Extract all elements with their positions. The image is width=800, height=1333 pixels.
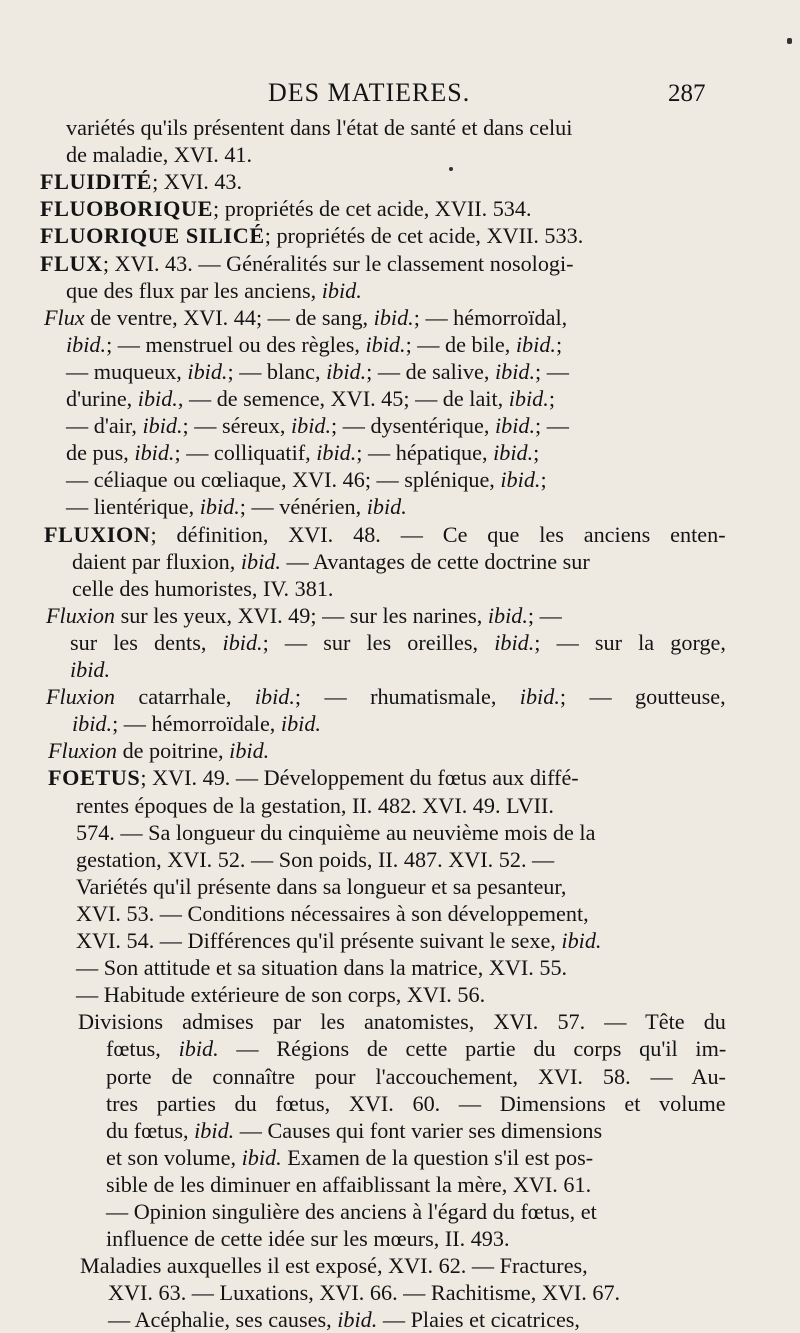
- index-line: [40, 168, 242, 195]
- index-line: [66, 466, 547, 493]
- ink-speck: [449, 167, 453, 171]
- entry-text: — d'air,: [66, 413, 143, 439]
- entry-heading: FLUIDITÉ: [40, 169, 153, 195]
- entry-text: XVI. 63. — Luxations, XVI. 66. — Rachitisme, XVI. 67.: [108, 1280, 621, 1306]
- running-header: [0, 78, 800, 112]
- entry-text: sur les yeux, XVI. 49; — sur les narines,: [115, 602, 488, 628]
- entry-text: ;: [555, 331, 563, 357]
- italic-term: ibid.: [365, 331, 406, 357]
- italic-term: ibid.: [229, 738, 270, 764]
- italic-term: ibid.: [137, 386, 178, 411]
- entry-text: ; — dysentérique,: [331, 413, 495, 439]
- entry-text: ; propriétés de cet acide, XVII. 533.: [264, 223, 584, 249]
- italic-term: ibid.: [373, 304, 414, 330]
- index-line: [80, 1252, 588, 1279]
- entry-text: — muqueux,: [66, 358, 188, 384]
- index-line: [70, 629, 726, 656]
- entry-text: tres parties du fœtus, XVI. 60. — Dimensions et volume: [106, 1090, 726, 1116]
- entry-text: ; — rhumatismale,: [294, 684, 520, 710]
- index-line: [106, 1063, 726, 1090]
- index-line: [44, 521, 726, 548]
- entry-text: ; — vénérien,: [239, 494, 367, 520]
- entry-text: — céliaque ou cœliaque, XVI. 46; — splénique,: [66, 467, 501, 493]
- index-line: [108, 1306, 580, 1333]
- index-line: [76, 981, 485, 1008]
- entry-text: ; — hépatique,: [356, 440, 494, 466]
- entry-text: ;: [548, 386, 555, 411]
- index-line: [106, 1090, 726, 1117]
- entry-text: sur les dents,: [70, 629, 223, 655]
- entry-text: daient par fluxion,: [72, 548, 241, 574]
- entry-text: XVI. 53. — Conditions nécessaires à son développement,: [76, 900, 589, 926]
- entry-text: et son volume,: [106, 1144, 242, 1170]
- entry-text: fœtus,: [106, 1036, 179, 1062]
- italic-term: ibid.: [199, 494, 240, 520]
- italic-term: ibid.: [241, 1144, 282, 1170]
- italic-term: Flux: [44, 304, 85, 330]
- index-line: [76, 819, 595, 846]
- ink-speck: [787, 38, 792, 44]
- entry-text: , — de semence, XVI. 45; — de lait,: [177, 386, 509, 411]
- entry-text: ; XVI. 43.: [152, 169, 243, 195]
- italic-term: ibid.: [290, 413, 332, 439]
- entry-text: Maladies auxquelles il est exposé, XVI. 62. — Fractures,: [80, 1253, 588, 1279]
- entry-heading: FLUORIQUE SILICÉ: [40, 223, 265, 249]
- italic-term: ibid.: [134, 440, 175, 466]
- entry-text: XVI. 54. — Différences qu'il présente suivant le sexe,: [76, 928, 562, 953]
- entry-text: de pus,: [66, 440, 135, 466]
- italic-term: ibid.: [316, 440, 357, 466]
- entry-text: 574. — Sa longueur du cinquième au neuvième mois de la: [76, 819, 596, 845]
- entry-text: ; — sur les oreilles,: [262, 629, 495, 655]
- index-line: [66, 277, 362, 304]
- entry-text: Variétés qu'il présente dans sa longueur et sa pesanteur,: [76, 873, 567, 899]
- entry-text: ;: [533, 440, 540, 466]
- entry-text: ; — colliquatif,: [174, 440, 317, 466]
- italic-term: ibid.: [194, 1117, 235, 1143]
- index-line: [106, 1198, 597, 1225]
- index-line: [70, 656, 110, 683]
- index-line: [76, 954, 567, 981]
- index-line: [76, 873, 566, 900]
- index-line: [76, 900, 589, 927]
- index-line: [66, 114, 572, 141]
- entry-heading: FOETUS: [48, 765, 141, 791]
- italic-term: ibid.: [500, 467, 541, 493]
- italic-term: ibid.: [66, 331, 107, 357]
- italic-term: ibid.: [508, 386, 549, 411]
- italic-term: ibid.: [178, 1036, 219, 1062]
- italic-term: ibid.: [493, 440, 534, 466]
- entry-text: ; — de salive,: [366, 358, 495, 384]
- entry-text: porte de connaître pour l'accouchement, XVI. 58. — Au-: [106, 1063, 726, 1089]
- entry-text: ; — blanc,: [227, 358, 327, 384]
- index-line: [72, 548, 590, 575]
- entry-text: variétés qu'ils présentent dans l'état de santé et dans celui: [66, 115, 573, 140]
- italic-term: ibid.: [187, 358, 228, 384]
- index-line: [106, 1035, 726, 1062]
- index-line: [66, 385, 555, 412]
- index-line: [106, 1117, 602, 1144]
- index-line: [106, 1171, 591, 1198]
- entry-text: d'urine,: [66, 386, 138, 411]
- index-line: [44, 304, 567, 331]
- entry-text: ; — hémorroïdale,: [112, 711, 281, 737]
- entry-text: ; XVI. 43. — Généralités sur le classement nosologi-: [102, 250, 574, 276]
- index-line: [66, 493, 407, 520]
- italic-term: ibid.: [321, 277, 362, 303]
- index-line: [76, 927, 601, 954]
- entry-text: ;: [540, 467, 547, 493]
- index-line: [46, 683, 726, 710]
- index-line: [76, 846, 554, 873]
- italic-term: Fluxion: [46, 602, 116, 628]
- index-line: [66, 141, 252, 168]
- entry-text: — Causes qui font varier ses dimensions: [234, 1117, 603, 1143]
- entry-text: ; — goutteuse,: [559, 684, 726, 710]
- entry-text: de poitrine,: [117, 738, 230, 764]
- entry-text: catarrhale,: [115, 684, 255, 710]
- entry-text: Divisions admises par les anatomistes, XVI. 57. — Tête du: [78, 1009, 726, 1035]
- entry-text: — lientérique,: [66, 494, 200, 520]
- entry-text: ; propriétés de cet acide, XVII. 534.: [213, 196, 532, 222]
- italic-term: ibid.: [487, 602, 528, 628]
- index-line: [66, 358, 569, 385]
- entry-heading: FLUOBORIQUE: [40, 196, 214, 222]
- entry-text: de ventre, XVI. 44; — de sang,: [84, 304, 374, 330]
- entry-text: de maladie, XVI. 41.: [66, 142, 253, 168]
- entry-text: ; définition, XVI. 48. — Ce que les anciens enten-: [150, 521, 726, 547]
- italic-term: ibid.: [254, 684, 295, 710]
- entry-text: ; — menstruel ou des règles,: [106, 331, 366, 357]
- entry-text: que des flux par les anciens,: [66, 277, 322, 303]
- index-line: [76, 792, 554, 819]
- italic-term: ibid.: [494, 413, 536, 439]
- italic-term: ibid.: [561, 928, 602, 953]
- index-line: [66, 412, 569, 439]
- entry-text: du fœtus,: [106, 1117, 195, 1143]
- index-line: [72, 575, 333, 602]
- italic-term: ibid.: [337, 1307, 378, 1333]
- index-line: [106, 1144, 593, 1171]
- entry-text: ; XVI. 49. — Développement du fœtus aux diffé-: [140, 765, 579, 791]
- entry-text: — Régions de cette partie du corps qu'il im-: [218, 1036, 727, 1062]
- italic-term: ibid.: [494, 358, 536, 384]
- italic-term: ibid.: [515, 331, 556, 357]
- italic-term: ibid.: [70, 657, 111, 682]
- index-line: [40, 195, 532, 222]
- entry-text: Examen de la question s'il est pos-: [281, 1144, 594, 1170]
- entry-heading: FLUX: [40, 250, 103, 276]
- index-line: [66, 331, 562, 358]
- entry-text: ; — hémorroïdal,: [413, 304, 568, 330]
- entry-text: — Acéphalie, ses causes,: [108, 1307, 338, 1333]
- italic-term: ibid.: [494, 629, 535, 655]
- entry-text: gestation, XVI. 52. — Son poids, II. 487. XVI. 52. —: [76, 846, 555, 872]
- italic-term: Fluxion: [46, 684, 116, 710]
- entry-text: ; — de bile,: [405, 331, 516, 357]
- italic-term: ibid.: [519, 684, 560, 710]
- entry-text: influence de cette idée sur les mœurs, II. 493.: [106, 1226, 510, 1252]
- entry-text: ; — séreux,: [182, 413, 291, 439]
- italic-term: ibid.: [326, 358, 367, 384]
- entry-text: ; —: [527, 602, 562, 628]
- italic-term: ibid.: [222, 629, 263, 655]
- index-line: [72, 710, 321, 737]
- index-line: [106, 1225, 510, 1252]
- italic-term: ibid.: [142, 413, 183, 439]
- entry-text: sible de les diminuer en affaiblissant la mère, XVI. 61.: [106, 1171, 592, 1197]
- italic-term: ibid.: [72, 711, 113, 737]
- index-line: [40, 250, 574, 277]
- italic-term: Fluxion: [48, 738, 118, 764]
- entry-heading: FLUXION: [44, 521, 151, 547]
- entry-text: celle des humoristes, IV. 381.: [72, 575, 334, 601]
- page-number: 287: [668, 80, 706, 107]
- italic-term: ibid.: [240, 548, 281, 574]
- index-line: [108, 1279, 620, 1306]
- entry-text: ; — sur la gorge,: [534, 629, 726, 655]
- index-line: [48, 737, 269, 764]
- index-line: [78, 1008, 726, 1035]
- italic-term: ibid.: [366, 494, 407, 520]
- italic-term: ibid.: [280, 711, 321, 737]
- index-line: [40, 222, 583, 249]
- header-title: DES MATIERES.: [268, 78, 471, 107]
- index-line: [66, 439, 539, 466]
- entry-text: rentes époques de la gestation, II. 482. XVI. 49. LVII.: [76, 792, 554, 818]
- index-line: [48, 764, 579, 791]
- entry-text: — Son attitude et sa situation dans la matrice, XVI. 55.: [76, 955, 568, 981]
- entry-text: ; —: [535, 358, 569, 384]
- entry-text: — Opinion singulière des anciens à l'égard du fœtus, et: [106, 1199, 597, 1224]
- entry-text: — Plaies et cicatrices,: [377, 1307, 580, 1333]
- entry-text: — Habitude extérieure de son corps, XVI. 56.: [76, 982, 486, 1008]
- entry-text: — Avantages de cette doctrine sur: [280, 548, 590, 574]
- index-line: [46, 602, 562, 629]
- entry-text: ; —: [535, 413, 569, 439]
